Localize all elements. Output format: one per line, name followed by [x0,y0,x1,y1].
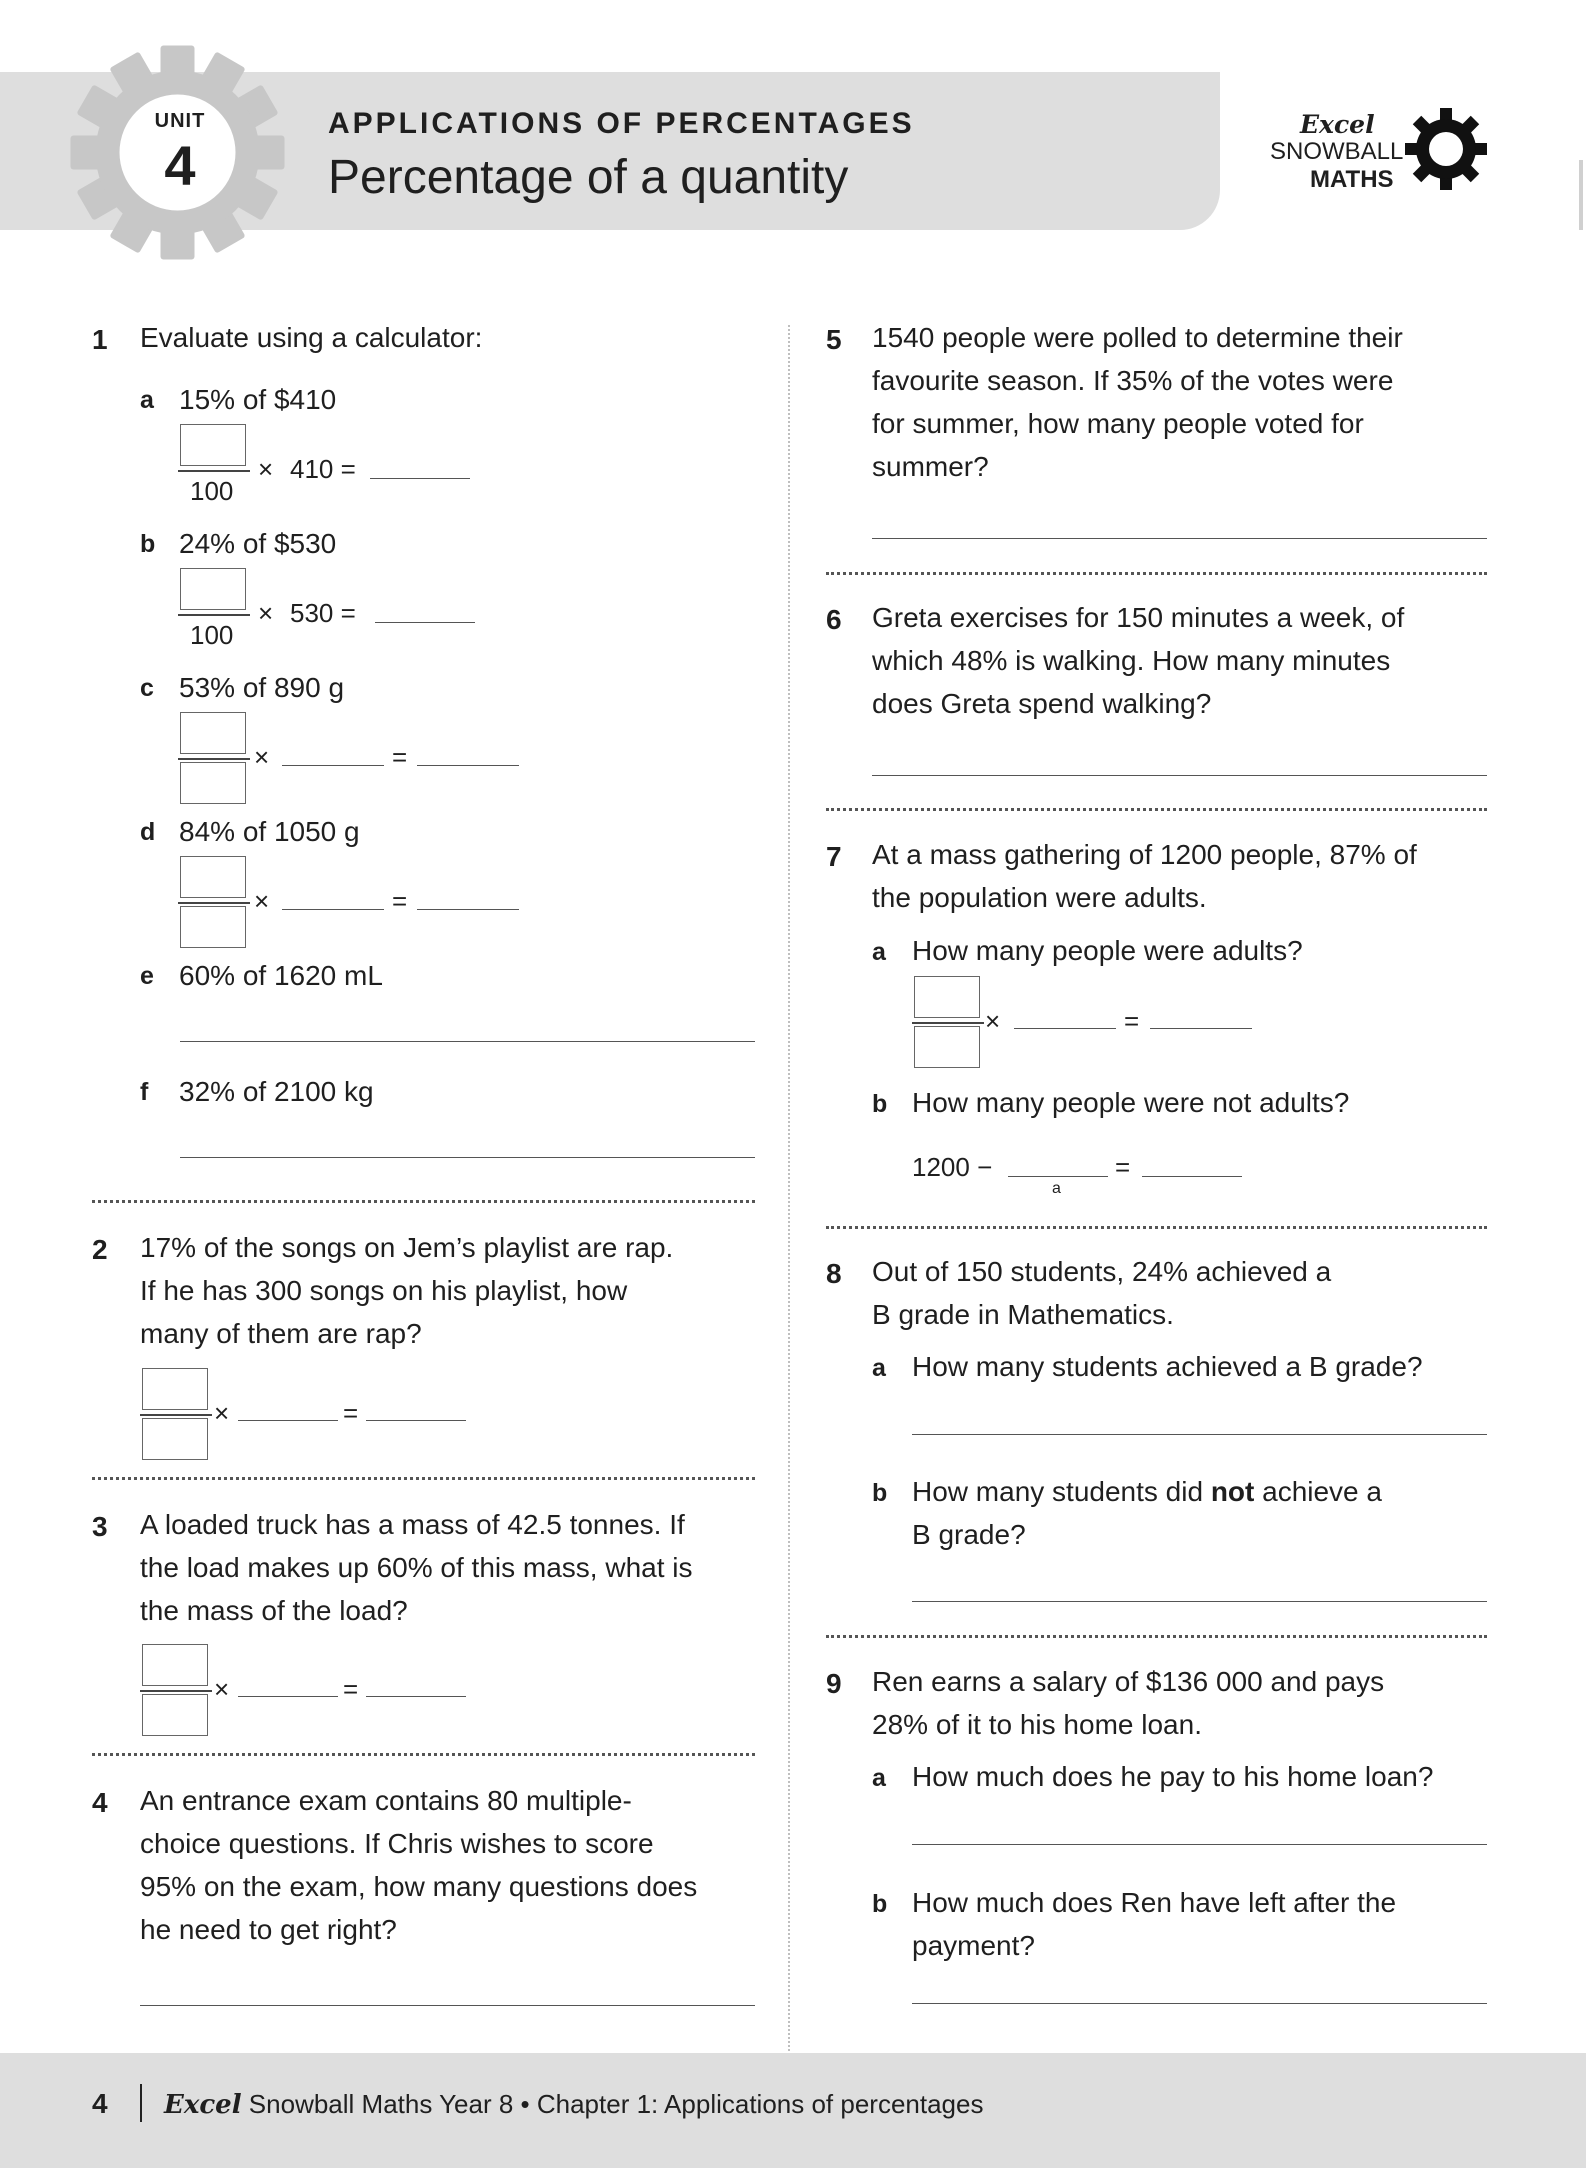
q8b-text-post: achieve a [1254,1476,1382,1507]
q2-denominator-box[interactable] [142,1418,208,1460]
q1b-numerator-box[interactable] [180,568,246,610]
q8b-text-bold: not [1210,1476,1255,1507]
q8a-label: a [872,1354,886,1382]
q8-line-2: B grade in Mathematics. [872,1299,1174,1330]
q1d-value-blank[interactable] [282,909,384,910]
q1c-fraction-bar [178,758,250,760]
q1a-text: 15% of $410 [179,384,337,415]
q1a-answer-blank[interactable] [370,478,470,479]
q7b-answer-blank[interactable] [1142,1176,1242,1177]
q1d-label: d [140,818,156,846]
q6-line-1: Greta exercises for 150 minutes a week, of [872,602,1405,633]
q7b-hint: a [1052,1180,1061,1197]
q7b-equals: = [1115,1152,1131,1182]
q6-line-2: which 48% is walking. How many minutes [872,645,1391,676]
q3-times: × [214,1674,230,1704]
divider [826,1226,1487,1229]
brand-excel: Excel [1300,110,1375,139]
q1c-label: c [140,674,154,702]
q2-times: × [214,1398,230,1428]
q1-text: Evaluate using a calculator: [140,322,483,353]
q8b-answer-line[interactable] [912,1601,1487,1602]
q7-number: 7 [826,841,842,872]
q1d-text: 84% of 1050 g [179,816,360,847]
q2-number: 2 [92,1234,108,1265]
q1b-fraction-bar [178,614,250,616]
q3-value-blank[interactable] [238,1696,338,1697]
q1e-text: 60% of 1620 mL [179,960,383,991]
page-number: 4 [92,2088,108,2119]
unit-label: UNIT [154,110,206,132]
q1b-text: 24% of $530 [179,528,337,559]
q2-equals: = [343,1398,359,1428]
section-kicker: APPLICATIONS OF PERCENTAGES [328,107,915,140]
footer-separator [140,2084,142,2122]
q3-fraction-bar [140,1690,212,1692]
q7b-value-blank[interactable] [1008,1176,1108,1177]
q4-line-2: choice questions. If Chris wishes to score [140,1828,654,1859]
q2-line-1: 17% of the songs on Jem’s playlist are rap. [140,1232,674,1263]
q3-denominator-box[interactable] [142,1694,208,1736]
q1-number: 1 [92,324,108,355]
edge-mark [1579,160,1583,230]
q7a-fraction-bar [912,1022,984,1024]
q2-line-2: If he has 300 songs on his playlist, how [140,1275,628,1306]
q1d-equals: = [392,886,408,916]
brand-snowball: SNOWBALL [1270,138,1404,165]
q8b-text-line-2: B grade? [912,1519,1026,1550]
q7b-expression: 1200 − [912,1152,993,1182]
divider [826,808,1487,811]
q1a-times: × [258,454,274,484]
q3-line-3: the mass of the load? [140,1595,408,1626]
q5-line-4: summer? [872,451,989,482]
divider [826,572,1487,575]
footer-text [164,2089,983,2120]
q2-line-3: many of them are rap? [140,1318,422,1349]
q7a-value-blank[interactable] [1014,1028,1116,1029]
divider [92,1477,755,1480]
q1f-text: 32% of 2100 kg [179,1076,374,1107]
q8b-text-pre: How many students did [912,1476,1211,1507]
q3-line-2: the load makes up 60% of this mass, what is [140,1552,693,1583]
column-divider [788,325,790,2055]
q5-answer-line[interactable] [872,538,1487,539]
q9b-label: b [872,1890,888,1918]
divider [92,1200,755,1203]
q1c-answer-blank[interactable] [417,765,519,766]
q2-value-blank[interactable] [238,1420,338,1421]
q5-line-1: 1540 people were polled to determine their [872,322,1403,353]
q1b-answer-blank[interactable] [375,622,475,623]
divider [826,1635,1487,1638]
q1d-times: × [254,886,270,916]
q4-line-4: he need to get right? [140,1914,397,1945]
q7a-denominator-box[interactable] [914,1026,980,1068]
q9a-text: How much does he pay to his home loan? [912,1761,1434,1792]
q9a-answer-line[interactable] [912,1844,1487,1845]
q1a-fraction-bar [178,470,250,472]
q1d-fraction-bar [178,902,250,904]
q6-answer-line[interactable] [872,775,1487,776]
q1d-denominator-box[interactable] [180,906,246,948]
unit-number: 4 [164,134,196,197]
q1c-value-blank[interactable] [282,765,384,766]
q1d-answer-blank[interactable] [417,909,519,910]
q7a-text: How many people were adults? [912,935,1303,966]
q9-line-2: 28% of it to his home loan. [872,1709,1202,1740]
q1f-label: f [140,1078,149,1106]
q3-number: 3 [92,1511,108,1542]
brand-maths: MATHS [1310,166,1394,193]
q7-line-1: At a mass gathering of 1200 people, 87% of [872,839,1417,870]
page-title: Percentage of a quantity [328,151,849,204]
q1e-label: e [140,962,154,990]
q9b-answer-line[interactable] [912,2003,1487,2004]
q3-numerator-box[interactable] [142,1644,208,1686]
q1a-label: a [140,386,154,414]
q8-number: 8 [826,1258,842,1289]
q1b-denominator: 100 [190,620,234,650]
q7a-answer-blank[interactable] [1150,1028,1252,1029]
q1b-label: b [140,530,156,558]
q3-answer-blank[interactable] [366,1696,466,1697]
q7b-text: How many people were not adults? [912,1087,1350,1118]
q7a-numerator-box[interactable] [914,976,980,1018]
q5-line-2: favourite season. If 35% of the votes were [872,365,1394,396]
q7a-label: a [872,938,886,966]
q1b-rhs: 530 = [290,598,356,628]
q2-numerator-box[interactable] [142,1368,208,1410]
q1a-denominator: 100 [190,476,234,506]
divider [92,1753,755,1756]
q7b-label: b [872,1090,888,1118]
q3-line-1: A loaded truck has a mass of 42.5 tonnes. If [140,1509,685,1540]
q4-number: 4 [92,1787,108,1818]
q6-number: 6 [826,604,842,635]
q4-answer-line[interactable] [140,2005,755,2006]
q1b-times: × [258,598,274,628]
q9a-label: a [872,1764,886,1792]
q1a-rhs: 410 = [290,454,356,484]
q9-number: 9 [826,1668,842,1699]
q2-fraction-bar [140,1414,212,1416]
q8b-text [912,1470,1382,1513]
q9-line-1: Ren earns a salary of $136 000 and pays [872,1666,1385,1697]
q1c-times: × [254,742,270,772]
q1c-numerator-box[interactable] [180,712,246,754]
q6-line-3: does Greta spend walking? [872,688,1212,719]
q1e-answer-line[interactable] [180,1041,755,1042]
q4-line-3: 95% on the exam, how many questions does [140,1871,698,1902]
q3-equals: = [343,1674,359,1704]
q5-line-3: for summer, how many people voted for [872,408,1364,439]
q9b-line-1: How much does Ren have left after the [912,1887,1397,1918]
q8-line-1: Out of 150 students, 24% achieved a [872,1256,1332,1287]
q5-number: 5 [826,324,842,355]
brand-gear-icon [1405,108,1487,190]
q1c-denominator-box[interactable] [180,762,246,804]
q1c-equals: = [392,742,408,772]
footer-rest: Snowball Maths Year 8 • Chapter 1: Applications of percentages [241,2089,984,2119]
footer-excel: Excel [164,2090,242,2120]
q1a-numerator-box[interactable] [180,424,246,466]
q1d-numerator-box[interactable] [180,856,246,898]
q1f-answer-line[interactable] [180,1157,755,1158]
q7a-times: × [985,1006,1001,1036]
q7a-equals: = [1124,1006,1140,1036]
q8b-label: b [872,1479,888,1507]
q2-answer-blank[interactable] [366,1420,466,1421]
q4-line-1: An entrance exam contains 80 multiple- [140,1785,632,1816]
q8a-answer-line[interactable] [912,1434,1487,1435]
q8a-text: How many students achieved a B grade? [912,1351,1423,1382]
q1c-text: 53% of 890 g [179,672,345,703]
q9b-line-2: payment? [912,1930,1035,1961]
q7-line-2: the population were adults. [872,882,1207,913]
